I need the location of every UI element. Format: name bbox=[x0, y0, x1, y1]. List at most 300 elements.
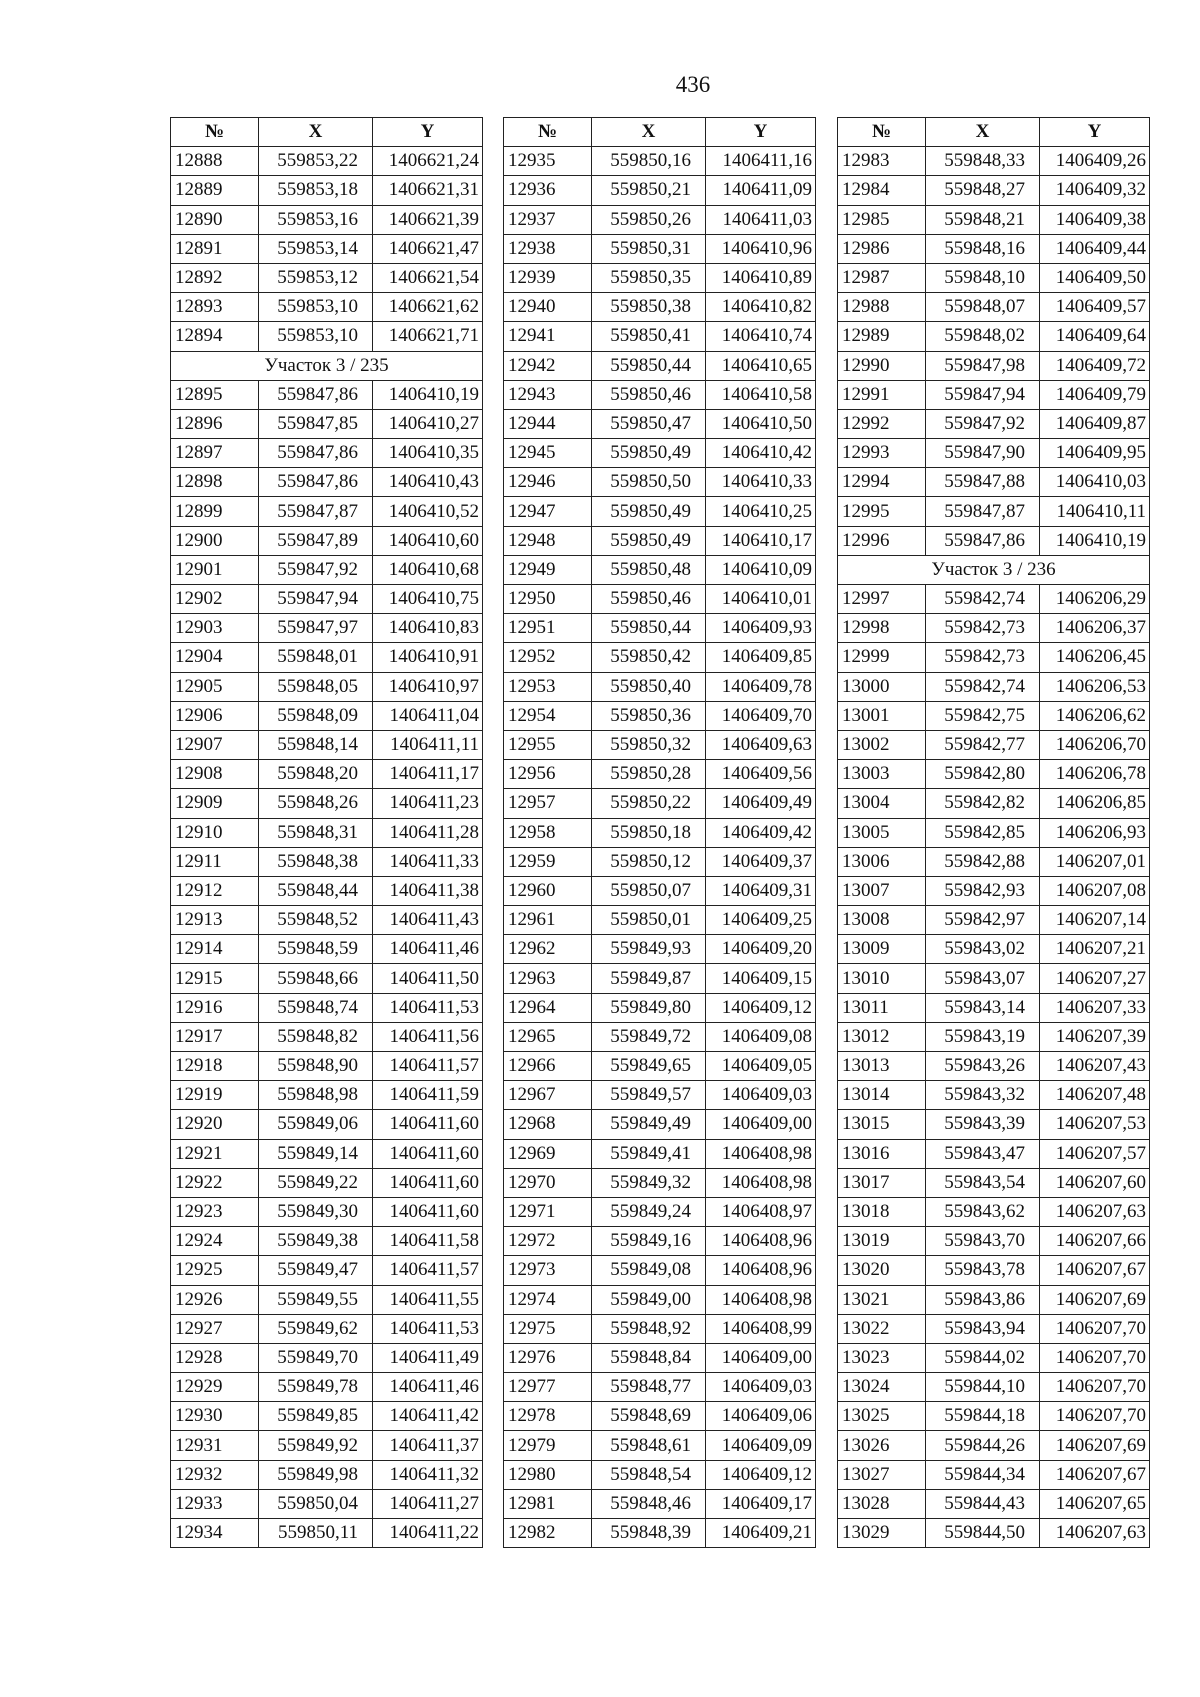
x-coordinate: 559848,01 bbox=[259, 643, 373, 672]
point-number: 12888 bbox=[171, 147, 259, 176]
point-number: 12931 bbox=[171, 1431, 259, 1460]
point-number: 13024 bbox=[838, 1373, 926, 1402]
x-coordinate: 559847,94 bbox=[259, 585, 373, 614]
point-number: 12932 bbox=[171, 1460, 259, 1489]
table-row bbox=[171, 1343, 483, 1372]
x-coordinate: 559850,49 bbox=[592, 526, 706, 555]
y-coordinate: 1406411,22 bbox=[373, 1519, 483, 1548]
point-number: 12912 bbox=[171, 876, 259, 905]
x-coordinate: 559849,65 bbox=[592, 1052, 706, 1081]
table-row bbox=[838, 1168, 1150, 1197]
point-number: 12928 bbox=[171, 1343, 259, 1372]
x-coordinate: 559850,47 bbox=[592, 409, 706, 438]
y-coordinate: 1406409,49 bbox=[706, 789, 816, 818]
y-coordinate: 1406410,89 bbox=[706, 263, 816, 292]
x-coordinate: 559848,33 bbox=[926, 147, 1040, 176]
y-coordinate: 1406410,35 bbox=[373, 439, 483, 468]
y-coordinate: 1406411,49 bbox=[373, 1343, 483, 1372]
x-coordinate: 559848,38 bbox=[259, 847, 373, 876]
table-row bbox=[171, 555, 483, 584]
table-row bbox=[504, 1343, 816, 1372]
x-coordinate: 559849,57 bbox=[592, 1081, 706, 1110]
table-row bbox=[504, 964, 816, 993]
table-row bbox=[504, 497, 816, 526]
y-coordinate: 1406411,42 bbox=[373, 1402, 483, 1431]
table-row bbox=[504, 1314, 816, 1343]
y-coordinate: 1406411,03 bbox=[706, 205, 816, 234]
y-coordinate: 1406207,39 bbox=[1040, 1022, 1150, 1051]
y-coordinate: 1406411,04 bbox=[373, 701, 483, 730]
table-row bbox=[504, 643, 816, 672]
y-coordinate: 1406411,11 bbox=[373, 730, 483, 759]
table-row bbox=[838, 176, 1150, 205]
x-coordinate: 559843,78 bbox=[926, 1256, 1040, 1285]
point-number: 13029 bbox=[838, 1519, 926, 1548]
y-coordinate: 1406411,38 bbox=[373, 876, 483, 905]
table-row bbox=[838, 935, 1150, 964]
x-coordinate: 559843,19 bbox=[926, 1022, 1040, 1051]
table-row bbox=[504, 993, 816, 1022]
point-number: 12895 bbox=[171, 380, 259, 409]
x-coordinate: 559842,73 bbox=[926, 643, 1040, 672]
table-row bbox=[504, 906, 816, 935]
y-coordinate: 1406411,56 bbox=[373, 1022, 483, 1051]
point-number: 13010 bbox=[838, 964, 926, 993]
section-row bbox=[838, 555, 1150, 584]
point-number: 12965 bbox=[504, 1022, 592, 1051]
y-coordinate: 1406409,25 bbox=[706, 906, 816, 935]
point-number: 13015 bbox=[838, 1110, 926, 1139]
y-coordinate: 1406206,45 bbox=[1040, 643, 1150, 672]
table-row bbox=[838, 585, 1150, 614]
point-number: 13020 bbox=[838, 1256, 926, 1285]
table-row bbox=[504, 701, 816, 730]
x-coordinate: 559849,62 bbox=[259, 1314, 373, 1343]
table-row bbox=[171, 1227, 483, 1256]
x-coordinate: 559849,87 bbox=[592, 964, 706, 993]
table-row bbox=[171, 643, 483, 672]
point-number: 12930 bbox=[171, 1402, 259, 1431]
point-number: 12951 bbox=[504, 614, 592, 643]
y-coordinate: 1406411,57 bbox=[373, 1256, 483, 1285]
x-coordinate: 559853,22 bbox=[259, 147, 373, 176]
y-coordinate: 1406207,66 bbox=[1040, 1227, 1150, 1256]
x-coordinate: 559847,88 bbox=[926, 468, 1040, 497]
table-row bbox=[504, 1168, 816, 1197]
point-number: 13006 bbox=[838, 847, 926, 876]
point-number: 12940 bbox=[504, 293, 592, 322]
y-coordinate: 1406409,03 bbox=[706, 1081, 816, 1110]
table-row bbox=[838, 468, 1150, 497]
point-number: 12983 bbox=[838, 147, 926, 176]
table-row bbox=[838, 1431, 1150, 1460]
table-row bbox=[171, 439, 483, 468]
y-coordinate: 1406409,56 bbox=[706, 760, 816, 789]
y-coordinate: 1406411,23 bbox=[373, 789, 483, 818]
y-coordinate: 1406410,60 bbox=[373, 526, 483, 555]
point-number: 13013 bbox=[838, 1052, 926, 1081]
point-number: 12989 bbox=[838, 322, 926, 351]
y-coordinate: 1406411,17 bbox=[373, 760, 483, 789]
x-coordinate: 559848,44 bbox=[259, 876, 373, 905]
table-row bbox=[838, 876, 1150, 905]
y-coordinate: 1406207,48 bbox=[1040, 1081, 1150, 1110]
y-coordinate: 1406411,33 bbox=[373, 847, 483, 876]
point-number: 12953 bbox=[504, 672, 592, 701]
table-row bbox=[504, 672, 816, 701]
table-row bbox=[504, 1256, 816, 1285]
table-row bbox=[171, 1460, 483, 1489]
table-row bbox=[171, 1022, 483, 1051]
x-coordinate: 559843,94 bbox=[926, 1314, 1040, 1343]
x-coordinate: 559847,86 bbox=[259, 380, 373, 409]
table-row bbox=[171, 1168, 483, 1197]
table-row bbox=[171, 526, 483, 555]
y-coordinate: 1406206,85 bbox=[1040, 789, 1150, 818]
table-row bbox=[171, 818, 483, 847]
point-number: 12933 bbox=[171, 1489, 259, 1518]
point-number: 12943 bbox=[504, 380, 592, 409]
x-coordinate: 559848,05 bbox=[259, 672, 373, 701]
y-coordinate: 1406411,43 bbox=[373, 906, 483, 935]
y-coordinate: 1406207,14 bbox=[1040, 906, 1150, 935]
point-number: 12936 bbox=[504, 176, 592, 205]
y-coordinate: 1406409,08 bbox=[706, 1022, 816, 1051]
y-coordinate: 1406207,69 bbox=[1040, 1431, 1150, 1460]
header-row bbox=[504, 118, 816, 147]
y-coordinate: 1406411,46 bbox=[373, 935, 483, 964]
table-row bbox=[838, 847, 1150, 876]
x-coordinate: 559850,21 bbox=[592, 176, 706, 205]
x-coordinate: 559849,32 bbox=[592, 1168, 706, 1197]
y-coordinate: 1406410,01 bbox=[706, 585, 816, 614]
x-coordinate: 559847,87 bbox=[259, 497, 373, 526]
y-coordinate: 1406409,70 bbox=[706, 701, 816, 730]
y-coordinate: 1406408,99 bbox=[706, 1314, 816, 1343]
x-coordinate: 559848,39 bbox=[592, 1519, 706, 1548]
header-y: Y bbox=[1040, 118, 1150, 147]
point-number: 12977 bbox=[504, 1373, 592, 1402]
y-coordinate: 1406409,21 bbox=[706, 1519, 816, 1548]
table-row bbox=[838, 643, 1150, 672]
table-row bbox=[504, 526, 816, 555]
point-number: 13012 bbox=[838, 1022, 926, 1051]
y-coordinate: 1406409,20 bbox=[706, 935, 816, 964]
table-row bbox=[504, 1489, 816, 1518]
y-coordinate: 1406411,32 bbox=[373, 1460, 483, 1489]
point-number: 12898 bbox=[171, 468, 259, 497]
table-row bbox=[171, 1402, 483, 1431]
table-row bbox=[171, 176, 483, 205]
point-number: 12957 bbox=[504, 789, 592, 818]
table-row bbox=[838, 1052, 1150, 1081]
table-row bbox=[838, 497, 1150, 526]
y-coordinate: 1406207,70 bbox=[1040, 1314, 1150, 1343]
point-number: 12997 bbox=[838, 585, 926, 614]
y-coordinate: 1406409,03 bbox=[706, 1373, 816, 1402]
x-coordinate: 559844,26 bbox=[926, 1431, 1040, 1460]
table-row bbox=[171, 293, 483, 322]
point-number: 12918 bbox=[171, 1052, 259, 1081]
table-row bbox=[838, 147, 1150, 176]
point-number: 12897 bbox=[171, 439, 259, 468]
table-row bbox=[838, 964, 1150, 993]
point-number: 12958 bbox=[504, 818, 592, 847]
x-coordinate: 559850,50 bbox=[592, 468, 706, 497]
header-number: № bbox=[171, 118, 259, 147]
table-row bbox=[504, 322, 816, 351]
table-row bbox=[171, 205, 483, 234]
point-number: 12996 bbox=[838, 526, 926, 555]
y-coordinate: 1406409,85 bbox=[706, 643, 816, 672]
point-number: 12899 bbox=[171, 497, 259, 526]
point-number: 12905 bbox=[171, 672, 259, 701]
y-coordinate: 1406207,08 bbox=[1040, 876, 1150, 905]
table-row bbox=[838, 263, 1150, 292]
point-number: 13022 bbox=[838, 1314, 926, 1343]
x-coordinate: 559853,10 bbox=[259, 322, 373, 351]
header-row bbox=[171, 118, 483, 147]
y-coordinate: 1406621,39 bbox=[373, 205, 483, 234]
table-row bbox=[838, 1489, 1150, 1518]
x-coordinate: 559849,55 bbox=[259, 1285, 373, 1314]
y-coordinate: 1406409,78 bbox=[706, 672, 816, 701]
x-coordinate: 559850,11 bbox=[259, 1519, 373, 1548]
table-row bbox=[838, 526, 1150, 555]
point-number: 12950 bbox=[504, 585, 592, 614]
table-row bbox=[171, 730, 483, 759]
point-number: 12959 bbox=[504, 847, 592, 876]
point-number: 12938 bbox=[504, 234, 592, 263]
table-row bbox=[171, 1052, 483, 1081]
x-coordinate: 559847,90 bbox=[926, 439, 1040, 468]
point-number: 12972 bbox=[504, 1227, 592, 1256]
y-coordinate: 1406411,60 bbox=[373, 1168, 483, 1197]
x-coordinate: 559849,08 bbox=[592, 1256, 706, 1285]
x-coordinate: 559843,54 bbox=[926, 1168, 1040, 1197]
table-row bbox=[838, 1139, 1150, 1168]
table-row bbox=[171, 789, 483, 818]
table-row bbox=[838, 1343, 1150, 1372]
x-coordinate: 559842,88 bbox=[926, 847, 1040, 876]
point-number: 12913 bbox=[171, 906, 259, 935]
x-coordinate: 559848,20 bbox=[259, 760, 373, 789]
x-coordinate: 559850,22 bbox=[592, 789, 706, 818]
x-coordinate: 559844,02 bbox=[926, 1343, 1040, 1372]
table-row bbox=[171, 263, 483, 292]
header-number: № bbox=[838, 118, 926, 147]
section-title: Участок 3 / 235 bbox=[171, 351, 483, 380]
x-coordinate: 559848,90 bbox=[259, 1052, 373, 1081]
point-number: 12973 bbox=[504, 1256, 592, 1285]
y-coordinate: 1406411,53 bbox=[373, 1314, 483, 1343]
x-coordinate: 559850,40 bbox=[592, 672, 706, 701]
x-coordinate: 559850,49 bbox=[592, 439, 706, 468]
table-row bbox=[504, 263, 816, 292]
x-coordinate: 559848,66 bbox=[259, 964, 373, 993]
table-row bbox=[838, 351, 1150, 380]
point-number: 12926 bbox=[171, 1285, 259, 1314]
point-number: 13007 bbox=[838, 876, 926, 905]
point-number: 12967 bbox=[504, 1081, 592, 1110]
point-number: 12937 bbox=[504, 205, 592, 234]
y-coordinate: 1406410,33 bbox=[706, 468, 816, 497]
x-coordinate: 559847,97 bbox=[259, 614, 373, 643]
point-number: 13021 bbox=[838, 1285, 926, 1314]
point-number: 12934 bbox=[171, 1519, 259, 1548]
x-coordinate: 559848,27 bbox=[926, 176, 1040, 205]
x-coordinate: 559849,16 bbox=[592, 1227, 706, 1256]
point-number: 12974 bbox=[504, 1285, 592, 1314]
x-coordinate: 559850,07 bbox=[592, 876, 706, 905]
x-coordinate: 559843,26 bbox=[926, 1052, 1040, 1081]
x-coordinate: 559850,49 bbox=[592, 497, 706, 526]
y-coordinate: 1406206,29 bbox=[1040, 585, 1150, 614]
y-coordinate: 1406206,78 bbox=[1040, 760, 1150, 789]
table-row bbox=[171, 380, 483, 409]
x-coordinate: 559850,46 bbox=[592, 380, 706, 409]
point-number: 12968 bbox=[504, 1110, 592, 1139]
point-number: 13028 bbox=[838, 1489, 926, 1518]
y-coordinate: 1406409,12 bbox=[706, 993, 816, 1022]
x-coordinate: 559843,07 bbox=[926, 964, 1040, 993]
y-coordinate: 1406408,98 bbox=[706, 1285, 816, 1314]
table-row bbox=[504, 789, 816, 818]
table-row bbox=[171, 1110, 483, 1139]
x-coordinate: 559848,02 bbox=[926, 322, 1040, 351]
table-row bbox=[838, 409, 1150, 438]
y-coordinate: 1406409,38 bbox=[1040, 205, 1150, 234]
section-row bbox=[171, 351, 483, 380]
y-coordinate: 1406410,96 bbox=[706, 234, 816, 263]
table-row bbox=[504, 205, 816, 234]
point-number: 12921 bbox=[171, 1139, 259, 1168]
x-coordinate: 559842,82 bbox=[926, 789, 1040, 818]
x-coordinate: 559849,41 bbox=[592, 1139, 706, 1168]
point-number: 13008 bbox=[838, 906, 926, 935]
point-number: 13011 bbox=[838, 993, 926, 1022]
point-number: 12995 bbox=[838, 497, 926, 526]
point-number: 12896 bbox=[171, 409, 259, 438]
x-coordinate: 559843,32 bbox=[926, 1081, 1040, 1110]
table-row bbox=[504, 409, 816, 438]
table-row bbox=[504, 585, 816, 614]
y-coordinate: 1406410,75 bbox=[373, 585, 483, 614]
table-row bbox=[838, 439, 1150, 468]
point-number: 12992 bbox=[838, 409, 926, 438]
y-coordinate: 1406410,19 bbox=[1040, 526, 1150, 555]
point-number: 12942 bbox=[504, 351, 592, 380]
table-row bbox=[171, 614, 483, 643]
x-coordinate: 559850,36 bbox=[592, 701, 706, 730]
y-coordinate: 1406409,93 bbox=[706, 614, 816, 643]
point-number: 12917 bbox=[171, 1022, 259, 1051]
header-x: X bbox=[259, 118, 373, 147]
point-number: 12979 bbox=[504, 1431, 592, 1460]
table-row bbox=[838, 1110, 1150, 1139]
point-number: 12944 bbox=[504, 409, 592, 438]
table-row bbox=[504, 1227, 816, 1256]
x-coordinate: 559843,39 bbox=[926, 1110, 1040, 1139]
point-number: 12901 bbox=[171, 555, 259, 584]
table-row bbox=[171, 993, 483, 1022]
point-number: 12991 bbox=[838, 380, 926, 409]
y-coordinate: 1406409,50 bbox=[1040, 263, 1150, 292]
table-row bbox=[838, 205, 1150, 234]
x-coordinate: 559853,14 bbox=[259, 234, 373, 263]
y-coordinate: 1406410,17 bbox=[706, 526, 816, 555]
point-number: 13026 bbox=[838, 1431, 926, 1460]
table-row bbox=[838, 380, 1150, 409]
table-row bbox=[504, 1285, 816, 1314]
point-number: 12954 bbox=[504, 701, 592, 730]
y-coordinate: 1406409,05 bbox=[706, 1052, 816, 1081]
point-number: 12904 bbox=[171, 643, 259, 672]
x-coordinate: 559843,14 bbox=[926, 993, 1040, 1022]
point-number: 12975 bbox=[504, 1314, 592, 1343]
point-number: 12948 bbox=[504, 526, 592, 555]
table-row bbox=[171, 1431, 483, 1460]
point-number: 12906 bbox=[171, 701, 259, 730]
table-row bbox=[171, 701, 483, 730]
y-coordinate: 1406621,24 bbox=[373, 147, 483, 176]
x-coordinate: 559850,31 bbox=[592, 234, 706, 263]
table-row bbox=[504, 730, 816, 759]
point-number: 12956 bbox=[504, 760, 592, 789]
point-number: 12949 bbox=[504, 555, 592, 584]
point-number: 13002 bbox=[838, 730, 926, 759]
x-coordinate: 559847,89 bbox=[259, 526, 373, 555]
point-number: 12941 bbox=[504, 322, 592, 351]
point-number: 12947 bbox=[504, 497, 592, 526]
point-number: 12980 bbox=[504, 1460, 592, 1489]
point-number: 12985 bbox=[838, 205, 926, 234]
point-number: 12925 bbox=[171, 1256, 259, 1285]
y-coordinate: 1406206,93 bbox=[1040, 818, 1150, 847]
y-coordinate: 1406411,59 bbox=[373, 1081, 483, 1110]
y-coordinate: 1406409,06 bbox=[706, 1402, 816, 1431]
table-row bbox=[504, 293, 816, 322]
table-row bbox=[504, 234, 816, 263]
point-number: 12890 bbox=[171, 205, 259, 234]
x-coordinate: 559849,14 bbox=[259, 1139, 373, 1168]
y-coordinate: 1406409,09 bbox=[706, 1431, 816, 1460]
table-row bbox=[171, 847, 483, 876]
table-row bbox=[171, 1081, 483, 1110]
point-number: 12927 bbox=[171, 1314, 259, 1343]
point-number: 12902 bbox=[171, 585, 259, 614]
x-coordinate: 559848,52 bbox=[259, 906, 373, 935]
table-row bbox=[504, 1022, 816, 1051]
point-number: 12961 bbox=[504, 906, 592, 935]
point-number: 13016 bbox=[838, 1139, 926, 1168]
table-row bbox=[838, 234, 1150, 263]
table-row bbox=[504, 847, 816, 876]
y-coordinate: 1406207,57 bbox=[1040, 1139, 1150, 1168]
y-coordinate: 1406409,63 bbox=[706, 730, 816, 759]
table-row bbox=[838, 293, 1150, 322]
header-x: X bbox=[592, 118, 706, 147]
x-coordinate: 559848,69 bbox=[592, 1402, 706, 1431]
y-coordinate: 1406410,19 bbox=[373, 380, 483, 409]
x-coordinate: 559847,85 bbox=[259, 409, 373, 438]
point-number: 12969 bbox=[504, 1139, 592, 1168]
x-coordinate: 559849,38 bbox=[259, 1227, 373, 1256]
x-coordinate: 559850,42 bbox=[592, 643, 706, 672]
x-coordinate: 559848,16 bbox=[926, 234, 1040, 263]
table-row bbox=[171, 964, 483, 993]
table-row bbox=[838, 906, 1150, 935]
